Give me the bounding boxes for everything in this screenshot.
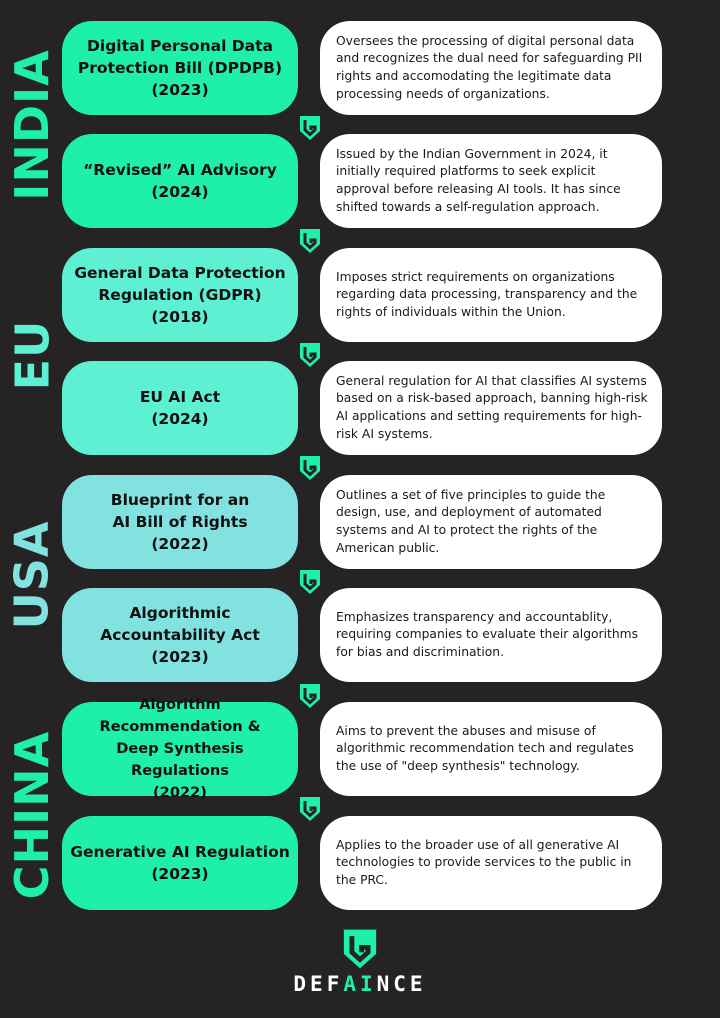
regulation-title-dpdpb: Digital Personal Data Protection Bill (DPDPB) (2023) bbox=[62, 21, 298, 115]
regulation-description-dpdpb: Oversees the processing of digital personal data and recognizes the dual need for safeguarding PII rights and accomodating the legitimate data processing needs of organizations. bbox=[320, 21, 662, 115]
regulation-title-algorithm-recommendation: Algorithm Recommendation & Deep Synthesis Regulations (2022) bbox=[62, 702, 298, 796]
regulation-description-eu-ai-act: General regulation for AI that classifies AI systems based on a risk-based approach, banning high-risk AI applications and setting requirements for high-risk AI systems. bbox=[320, 361, 662, 455]
regulation-title-algorithmic-accountability: Algorithmic Accountability Act (2023) bbox=[62, 588, 298, 682]
shield-icon bbox=[298, 455, 322, 481]
region-label-eu: EU bbox=[5, 319, 59, 391]
regulation-description-generative-ai: Applies to the broader use of all generative AI technologies to provide services to the public in the PRC. bbox=[320, 816, 662, 910]
shield-logo-icon bbox=[340, 928, 380, 970]
shield-icon bbox=[298, 683, 322, 709]
regulation-description-algorithmic-accountability: Emphasizes transparency and accountablity, requiring companies to evaluate their algorithms for bias and discrimination. bbox=[320, 588, 662, 682]
regulation-title-generative-ai: Generative AI Regulation (2023) bbox=[62, 816, 298, 910]
regulation-title-eu-ai-act: EU AI Act (2024) bbox=[62, 361, 298, 455]
region-label-china: CHINA bbox=[5, 730, 60, 900]
regulation-description-ai-bill-of-rights: Outlines a set of five principles to guide the design, use, and deployment of automated systems and AI to protect the rights of the American public. bbox=[320, 475, 662, 569]
regulation-title-gdpr: General Data Protection Regulation (GDPR) (2018) bbox=[62, 248, 298, 342]
shield-icon bbox=[298, 115, 322, 141]
shield-icon bbox=[298, 228, 322, 254]
shield-icon bbox=[298, 342, 322, 368]
shield-icon bbox=[298, 569, 322, 595]
regulation-description-gdpr: Imposes strict requirements on organizations regarding data processing, transparency and the rights of individuals within the Union. bbox=[320, 248, 662, 342]
region-label-india: INDIA bbox=[5, 49, 60, 201]
region-label-usa: USA bbox=[5, 520, 59, 630]
regulation-title-ai-advisory: “Revised” AI Advisory (2024) bbox=[62, 134, 298, 228]
brand-wordmark: DEFAINCE bbox=[293, 972, 427, 996]
regulation-description-algorithm-recommendation: Aims to prevent the abuses and misuse of algorithmic recommendation tech and regulates the use of "deep synthesis" technology. bbox=[320, 702, 662, 796]
regulation-description-ai-advisory: Issued by the Indian Government in 2024, it initially required platforms to seek explicit approval before releasing AI tools. It has since shifted towards a self-regulation approach. bbox=[320, 134, 662, 228]
shield-icon bbox=[298, 796, 322, 822]
regulation-title-ai-bill-of-rights: Blueprint for an AI Bill of Rights (2022) bbox=[62, 475, 298, 569]
